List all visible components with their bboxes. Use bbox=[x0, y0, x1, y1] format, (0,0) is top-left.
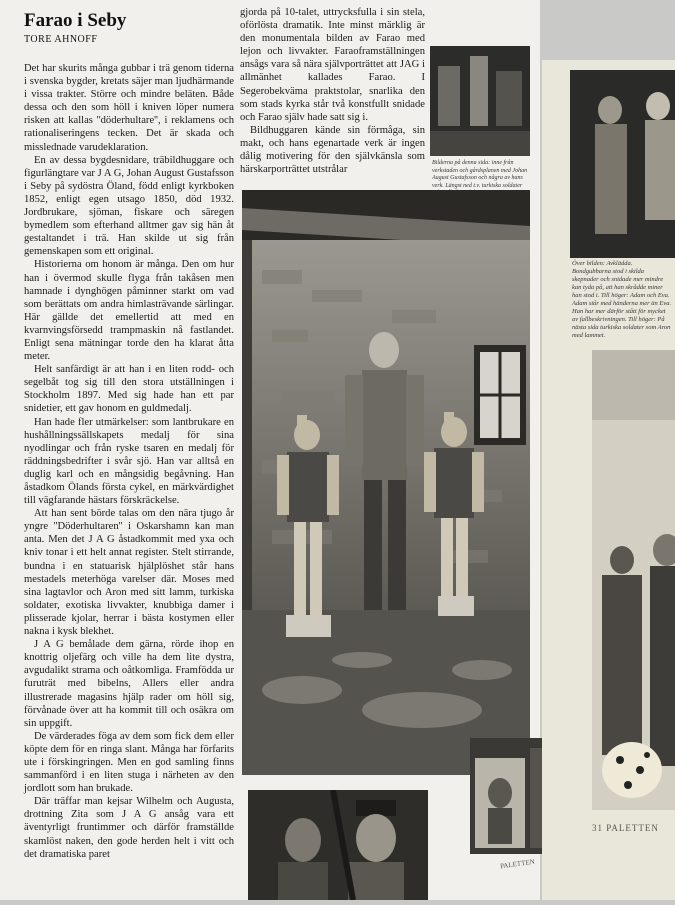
page-number-footer: 31 PALETTEN bbox=[592, 823, 659, 833]
paragraph: Helt sanfärdigt är att han i en liten rodd- och segelbåt tog sig till den stora utställningen i Stockholm 1897. Med sig hade han ett par snidetier, ett gav honom en guldmedalj. bbox=[24, 364, 234, 415]
paragraph: Där träffar man kejsar Wilhelm och Augusta, drottning Zita som J A G ansåg vara ett äventyrligt fruntimmer och därför framställde skamlöst naken, den gode herden helt i vitt och det dramatiska paret bbox=[24, 796, 234, 860]
bottom-photo-figures bbox=[248, 790, 428, 900]
paragraph: J A G bemålade dem gärna, rörde ihop en knottrig oljefärg och ville ha dem lite dystra, avgudalikt strama och oåtkomliga. Framfödda ur furuträt med bibelns, Allers eller andra illustrerade magasins hjälp rader om höll sig, förvånade över att ha kommit till och osäkra om sin uppgift. bbox=[24, 639, 234, 729]
right-photo-top bbox=[570, 70, 675, 258]
article-title: Farao i Seby bbox=[24, 10, 127, 31]
paragraph: De värderades föga av dem som fick dem eller köpte dem för en ringa slant. Många har förfarits ute i förskingringen. Men en god samling finns sammanförd i en liten stuga i närheten av den jordlott som han brukade. bbox=[24, 730, 234, 795]
paragraph: Att han sent börde talas om den nära tjugo år yngre ''Döderhultaren'' i Oskarshamn kan man anta. Men det J A G åstadkommit med yxa och kniv tonar i ett helt annat register. Stelt stirrande, bundna i en statuarisk hjälplöshet står hans mestadels meterhöga varelser där. Moses med sina lagtavlor och Aron med sitt lamm, turkiska soldater, exotiska livvakter, knubbiga damer i plisserade kjolar, herrar i bästa kostymen eller nakna i kysk blekhet. bbox=[24, 508, 234, 638]
paragraph: Bildhuggaren kände sin förmåga, sin makt, och hans egenartade verk är ingen dålig motivering för den självkänsla som härskarporträttet utstrålar bbox=[240, 124, 425, 176]
article-author: TORE AHNOFF bbox=[24, 34, 98, 45]
text-column-1 bbox=[24, 62, 234, 861]
paragraph: En av dessa bygdesnidare, träbildhuggare och figurlängtare var J A G, Johan August Gustafsson i Seby på sydöstra Öland, född enligt kyrkboken 1852, enligt egen utsago 1850, död 1932. Jordbrukare, sjöman, fiskare och säregen bymedlem som efterhand alltmer gav sig hän åt gestaltandet i trä. Han skilde ut sig från gemenskapen som ett original. bbox=[24, 154, 234, 258]
right-caption-1: Över bilden: Avklädda. Bondgubbarna stod i skilda skepnader och snidade mer mindre kan tyda på, att han skrådde miner han stod i. Till höger: Adam och Eva. Adam står med händerna mer än Eva. Han har mer därför stått för mycket av fallbeskrivningen. Till höger: På nästa sida turkiska soldater som Aron med lammet. bbox=[572, 260, 672, 339]
text-column-2 bbox=[240, 6, 425, 176]
paragraph: gjorda på 10-talet, uttrycksfulla i sin stela, oförlösta dramatik. Inte minst märklig är den monumentala bilden av Farao med lejon och livvakter. Faraoframställningen ansågs vara så nära självporträttet att JAG i allmänhet kallades Farao. I Segerobekväma praktstolar, snarlika den som stads kyrka står två konstfullt snidade och Farao själv hade satt sig i. bbox=[240, 7, 425, 123]
paragraph: Det har skurits många gubbar i trä genom tiderna i svenska bygder, kretats säjer man ljudhärmande i vissa trakter. Större och mindre beläten. Både dessa och den som höll i kniven löper numera risken att kallas ''döderhultare'', i reklamens och rationaliseringens tecken. Det är skada och misslednade varudeklaration. bbox=[24, 63, 234, 153]
main-photo-farao-with-statues bbox=[242, 190, 530, 775]
right-photo-farao bbox=[592, 350, 675, 810]
bottom-photo-small bbox=[470, 738, 552, 854]
right-magazine-page bbox=[542, 60, 675, 900]
page-footer: PALETTEN bbox=[499, 857, 536, 871]
paragraph: Han hade fler utmärkelser: som lantbrukare en hushållningssällskapets medalj för sina nyodlingar och från ryske tsaren en medalj för räddningsbedrifter i svår sjö. Han var alltså en duglig karl och en mångsidig begåvning. Han åstadkom Ölands första cykel, en märkvärdighet till vägfarande hästars förskräckelse. bbox=[24, 416, 234, 507]
photo-caption: Bilderna på denna sida: inne från verkstaden och gårdsplanen med Johan August Gustafsson och några av hans verk. Längst ned t.v. turkiska soldater bbox=[432, 160, 528, 189]
workshop-photo bbox=[430, 46, 530, 156]
paragraph: Historierna om honom är många. Den om hur han i övermod skulle flyga från takåsen men hamnade i dynghögen påminner starkt om vad som berättats om andra himlasträvande särlingar. Här gällde det emellertid att med en kvarnvingsförsedd trampmaskin nå fastlandet. Enligt sena mätningar torde den ha klarat åtta meter. bbox=[24, 259, 234, 363]
